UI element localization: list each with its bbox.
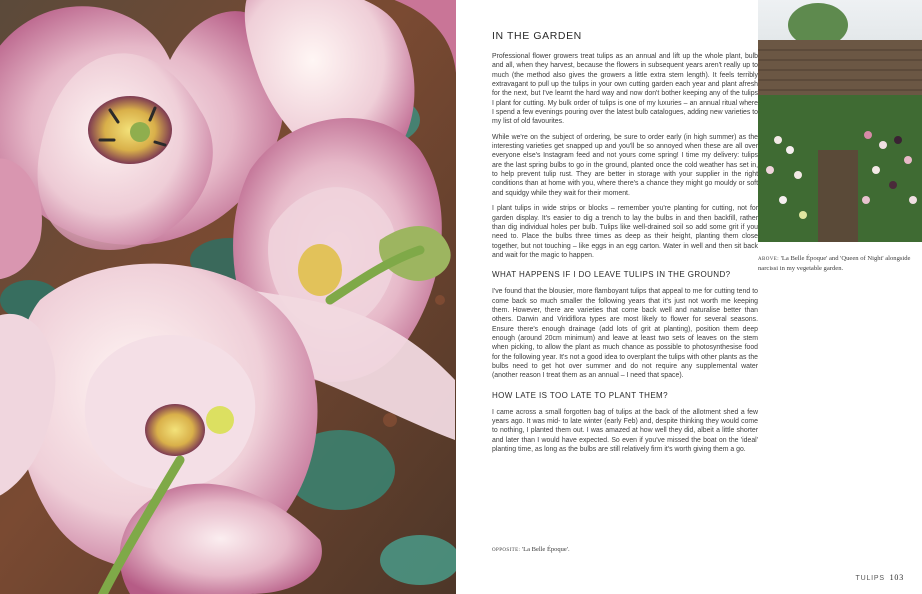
right-page [456, 0, 922, 594]
article-column [492, 30, 758, 460]
article-paragraph: I plant tulips in wide strips or blocks – remember you're planting for cutting, not for garden display. It's easier to dig a trench to lay the bulbs in and then backfill, rather than dig individual holes per bulb. Tulips like well-drained soil so add some grit if you need to. Place the bulbs three times as deep as their height, planting them close together, but not touching – like eggs in an egg carton. Water in well and then sit back and wait for the magic to happen. [492, 205, 758, 259]
opposite-caption-label: OPPOSITE: [492, 548, 521, 553]
section-heading: WHAT HAPPENS IF I DO LEAVE TULIPS IN THE GROUND? [492, 270, 731, 280]
page-number: 103 [889, 573, 904, 582]
soil-path [818, 150, 858, 242]
above-caption [758, 254, 918, 273]
folio-section: TULIPS [855, 575, 885, 582]
section-heading: HOW LATE IS TOO LATE TO PLANT THEM? [492, 390, 668, 400]
article-paragraph: Professional flower growers treat tulips as an annual and lift up the whole plant, bulb and all, when they harvest, because the flowers in subsequent years aren't really up to much (the method also gives the growers a little extra stem length). It feels terribly extravagant to pull up the tulips in your own cutting garden each year and plant afresh for the next, but I've learnt the hard way and now don't bother keeping any of the tulips I plant for cutting. My bulk order of tulips is one of my luxuries – an annual ritual where I spend a few evenings pouring over the latest bulb catalogues, adding new varieties to my list of old favourites. [492, 53, 758, 126]
tulip-photograph-left [0, 0, 456, 594]
opposite-caption-text: 'La Belle Époque'. [521, 546, 570, 553]
page-folio [856, 573, 904, 582]
above-caption-label: ABOVE: [758, 257, 780, 262]
above-caption-text: 'La Belle Époque' and 'Queen of Night' alongside narcissi in my vegetable garden. [758, 255, 911, 272]
section-paragraph: I've found that the blousier, more flamboyant tulips that appeal to me for cutting tend to come back so much smaller the following years that it's just not worth me keeping them. However, there are varieties that come back well and naturalise better than others. Darwin and Viridiflora types are most likely to flower for several seasons. Ensure there's enough drainage (add lots of grit at planting), position them deep enough (around 20cm minimum) and leave at least two sets of leaves on the stem when picking, to allow the plant as much chance as possible to photosynthesise food for the following year. It's not a good idea to overplant the tulips with other plants as the bulbs need to get hot over summer and do not require any supplemental water (another reason I treat them as an annual – I need that space). [492, 288, 758, 380]
article-paragraph: While we're on the subject of ordering, be sure to order early (in high summer) as the interesting varieties get snapped up and you'll be so annoyed when these are all over everyone else's Instagram feed and not yours come spring! I time my delivery: tulips are the last spring bulbs to go in the ground, planted once the cold weather has set in, to help prevent tulip rust. They are better in storage with your supplier in the right conditions than at home with you, where there's a chance they might go mouldy or soft and squidgy while they wait for their moment. [492, 133, 758, 197]
garden-photograph-right [758, 0, 922, 242]
article-title: IN THE GARDEN [492, 30, 582, 42]
opposite-caption [492, 546, 570, 553]
section-paragraph: I came across a small forgotten bag of tulips at the back of the allotment shed a few years ago. It was mid- to late winter (early Feb) and, despite thinking they would come to nothing, I planted them out. I was amazed at how well they did, albeit a little shorter and later than I would have expected. So even if you've missed the boat on the 'ideal' planting time, as long as the bulbs are still relatively firm it's worth giving them a go. [492, 408, 758, 454]
